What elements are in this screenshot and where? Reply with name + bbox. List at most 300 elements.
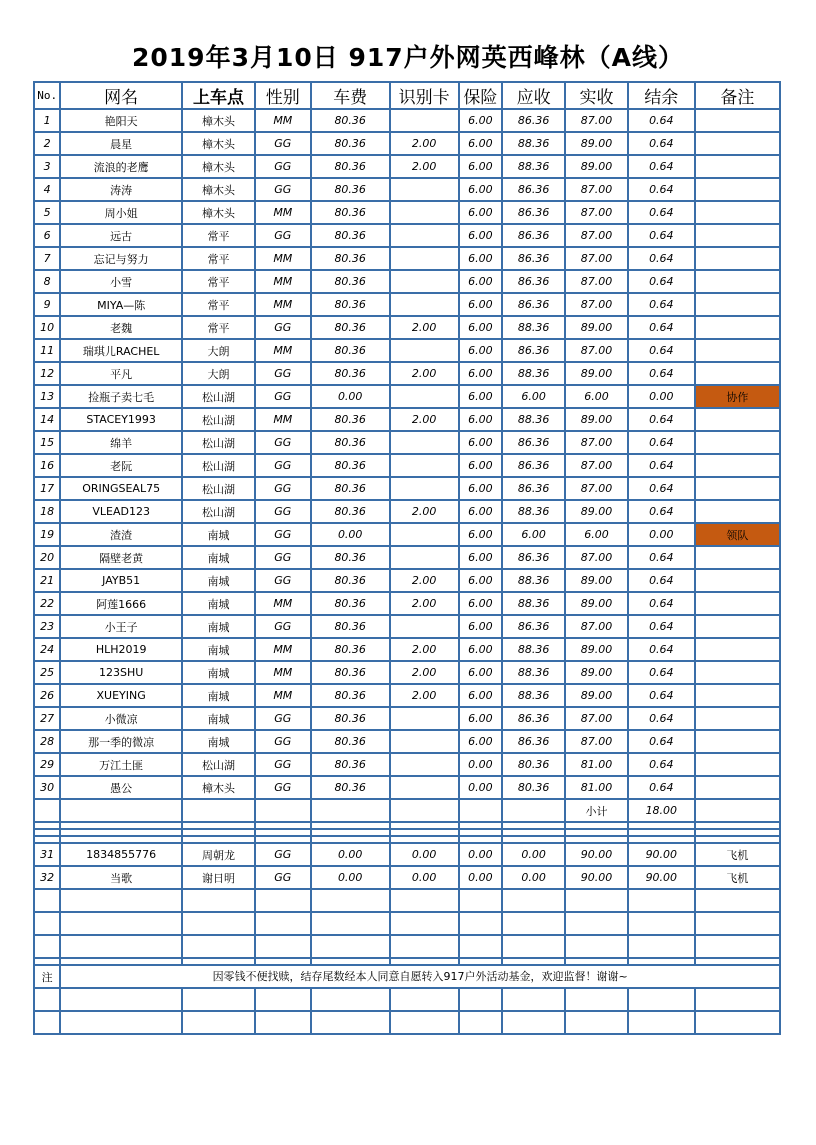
member-name-cell: 隔壁老黄 (60, 546, 182, 569)
gender-cell: GG (255, 615, 311, 638)
member-name-cell: 1834855776 (60, 843, 182, 866)
remark-cell (695, 592, 780, 615)
remark-cell (695, 454, 780, 477)
card-fee-cell (390, 477, 459, 500)
insurance-cell: 0.00 (459, 776, 503, 799)
table-row (34, 270, 780, 293)
member-name-cell: 渣渣 (60, 523, 182, 546)
card-fee-cell (390, 615, 459, 638)
balance-cell: 90.00 (628, 843, 695, 866)
insurance-cell: 0.00 (459, 866, 503, 889)
main-rows (34, 109, 780, 799)
gender-cell: GG (255, 362, 311, 385)
amount-paid-cell: 89.00 (565, 500, 628, 523)
row-number-cell: 12 (34, 362, 60, 385)
fare-cell: 80.36 (311, 753, 390, 776)
insurance-cell: 6.00 (459, 155, 503, 178)
member-name-cell: 123SHU (60, 661, 182, 684)
fare-cell: 80.36 (311, 224, 390, 247)
remark-cell (695, 431, 780, 454)
amount-due-cell: 86.36 (502, 247, 565, 270)
insurance-cell: 6.00 (459, 431, 503, 454)
table-row (34, 615, 780, 638)
row-number-cell: 28 (34, 730, 60, 753)
amount-due-cell: 86.36 (502, 477, 565, 500)
col-sex: 性别 (255, 82, 311, 109)
balance-cell: 0.64 (628, 362, 695, 385)
insurance-cell: 6.00 (459, 339, 503, 362)
table-row (34, 316, 780, 339)
member-name-cell: 当歌 (60, 866, 182, 889)
card-fee-cell (390, 385, 459, 408)
table-row (34, 500, 780, 523)
balance-cell: 0.64 (628, 753, 695, 776)
balance-cell: 0.64 (628, 408, 695, 431)
page-title: 2019年3月10日 917户外网英西峰林（A线） (131, 43, 684, 72)
amount-due-cell: 86.36 (502, 339, 565, 362)
pickup-stop-cell: 南城 (182, 707, 255, 730)
member-name-cell: ORINGSEAL75 (60, 477, 182, 500)
row-number-cell: 2 (34, 132, 60, 155)
gender-cell: GG (255, 431, 311, 454)
amount-paid-cell: 87.00 (565, 224, 628, 247)
gender-cell: MM (255, 592, 311, 615)
pickup-stop-cell: 樟木头 (182, 132, 255, 155)
balance-cell: 0.64 (628, 615, 695, 638)
card-fee-cell (390, 707, 459, 730)
fare-cell: 80.36 (311, 776, 390, 799)
gender-cell: GG (255, 866, 311, 889)
gender-cell: GG (255, 753, 311, 776)
col-fare: 车费 (311, 82, 390, 109)
row-number-cell: 11 (34, 339, 60, 362)
gender-cell: GG (255, 385, 311, 408)
member-name-cell: 瑞琪儿RACHEL (60, 339, 182, 362)
fare-cell: 80.36 (311, 707, 390, 730)
col-stop: 上车点 (182, 82, 255, 109)
fare-cell: 80.36 (311, 270, 390, 293)
note-row (34, 965, 780, 988)
fare-cell: 80.36 (311, 132, 390, 155)
gender-cell: MM (255, 684, 311, 707)
member-name-cell: 平凡 (60, 362, 182, 385)
card-fee-cell: 2.00 (390, 155, 459, 178)
balance-cell: 0.00 (628, 385, 695, 408)
pickup-stop-cell: 松山湖 (182, 408, 255, 431)
balance-cell: 0.64 (628, 592, 695, 615)
table-row (34, 707, 780, 730)
amount-due-cell: 88.36 (502, 155, 565, 178)
table-row (34, 155, 780, 178)
gender-cell: GG (255, 843, 311, 866)
balance-cell: 0.64 (628, 293, 695, 316)
gender-cell: GG (255, 316, 311, 339)
table-row (34, 247, 780, 270)
card-fee-cell: 0.00 (390, 843, 459, 866)
gender-cell: GG (255, 454, 311, 477)
subtotal-row (34, 799, 780, 822)
balance-cell: 0.64 (628, 730, 695, 753)
pickup-stop-cell: 南城 (182, 569, 255, 592)
amount-paid-cell: 87.00 (565, 454, 628, 477)
balance-cell: 0.64 (628, 477, 695, 500)
insurance-cell: 6.00 (459, 408, 503, 431)
table-row (34, 753, 780, 776)
row-number-cell: 18 (34, 500, 60, 523)
member-name-cell: 那一季的微凉 (60, 730, 182, 753)
row-number-cell: 6 (34, 224, 60, 247)
blank-row (34, 912, 780, 935)
insurance-cell: 6.00 (459, 523, 503, 546)
insurance-cell: 6.00 (459, 385, 503, 408)
gender-cell: GG (255, 730, 311, 753)
amount-paid-cell: 87.00 (565, 201, 628, 224)
amount-paid-cell: 87.00 (565, 431, 628, 454)
gender-cell: MM (255, 661, 311, 684)
header-row (34, 82, 780, 109)
row-number-cell: 19 (34, 523, 60, 546)
row-number-cell: 24 (34, 638, 60, 661)
table-row (34, 843, 780, 866)
pickup-stop-cell: 常平 (182, 293, 255, 316)
row-number-cell: 9 (34, 293, 60, 316)
member-name-cell: 绵羊 (60, 431, 182, 454)
table-row (34, 431, 780, 454)
remark-cell (695, 408, 780, 431)
amount-paid-cell: 89.00 (565, 132, 628, 155)
remark-cell (695, 661, 780, 684)
table-row (34, 592, 780, 615)
card-fee-cell: 2.00 (390, 316, 459, 339)
amount-due-cell: 88.36 (502, 569, 565, 592)
gender-cell: GG (255, 178, 311, 201)
amount-paid-cell: 89.00 (565, 661, 628, 684)
balance-cell: 0.64 (628, 270, 695, 293)
insurance-cell: 6.00 (459, 270, 503, 293)
amount-due-cell: 86.36 (502, 201, 565, 224)
blank-row (34, 1011, 780, 1034)
gender-cell: MM (255, 638, 311, 661)
gender-cell: MM (255, 270, 311, 293)
member-name-cell: 小王子 (60, 615, 182, 638)
amount-paid-cell: 6.00 (565, 385, 628, 408)
insurance-cell: 6.00 (459, 661, 503, 684)
fare-cell: 80.36 (311, 316, 390, 339)
table-row (34, 408, 780, 431)
amount-paid-cell: 89.00 (565, 408, 628, 431)
pickup-stop-cell: 松山湖 (182, 753, 255, 776)
amount-paid-cell: 81.00 (565, 776, 628, 799)
fare-cell: 0.00 (311, 866, 390, 889)
amount-due-cell: 86.36 (502, 431, 565, 454)
member-name-cell: 小微凉 (60, 707, 182, 730)
card-fee-cell (390, 431, 459, 454)
insurance-cell: 6.00 (459, 454, 503, 477)
card-fee-cell: 2.00 (390, 661, 459, 684)
amount-due-cell: 88.36 (502, 638, 565, 661)
col-balance: 结余 (628, 82, 695, 109)
card-fee-cell (390, 178, 459, 201)
table-row (34, 523, 780, 546)
amount-paid-cell: 89.00 (565, 569, 628, 592)
balance-cell: 0.64 (628, 224, 695, 247)
subtotal-value: 18.00 (628, 799, 695, 822)
amount-due-cell: 6.00 (502, 385, 565, 408)
member-name-cell: VLEAD123 (60, 500, 182, 523)
amount-due-cell: 86.36 (502, 224, 565, 247)
amount-due-cell: 86.36 (502, 293, 565, 316)
pickup-stop-cell: 樟木头 (182, 155, 255, 178)
balance-cell: 0.64 (628, 776, 695, 799)
gender-cell: MM (255, 293, 311, 316)
amount-paid-cell: 87.00 (565, 546, 628, 569)
gender-cell: MM (255, 109, 311, 132)
row-number-cell: 32 (34, 866, 60, 889)
fare-cell: 80.36 (311, 661, 390, 684)
card-fee-cell (390, 109, 459, 132)
member-name-cell: 老魏 (60, 316, 182, 339)
amount-due-cell: 88.36 (502, 316, 565, 339)
pickup-stop-cell: 樟木头 (182, 201, 255, 224)
fare-cell: 0.00 (311, 843, 390, 866)
remark-cell (695, 707, 780, 730)
amount-due-cell: 86.36 (502, 109, 565, 132)
pickup-stop-cell: 樟木头 (182, 178, 255, 201)
col-name: 网名 (60, 82, 182, 109)
insurance-cell: 6.00 (459, 707, 503, 730)
member-name-cell: XUEYING (60, 684, 182, 707)
member-name-cell: 远古 (60, 224, 182, 247)
table-row (34, 866, 780, 889)
amount-due-cell: 6.00 (502, 523, 565, 546)
table-row (34, 776, 780, 799)
member-name-cell: 万江土匪 (60, 753, 182, 776)
col-card: 识别卡 (390, 82, 459, 109)
amount-paid-cell: 87.00 (565, 707, 628, 730)
remark-cell (695, 201, 780, 224)
row-number-cell: 13 (34, 385, 60, 408)
card-fee-cell (390, 730, 459, 753)
balance-cell: 0.64 (628, 638, 695, 661)
summary-rows (34, 799, 780, 843)
member-name-cell: 艳阳天 (60, 109, 182, 132)
amount-paid-cell: 90.00 (565, 843, 628, 866)
pickup-stop-cell: 常平 (182, 270, 255, 293)
gender-cell: MM (255, 201, 311, 224)
amount-paid-cell: 87.00 (565, 339, 628, 362)
amount-paid-cell: 90.00 (565, 866, 628, 889)
amount-paid-cell: 87.00 (565, 477, 628, 500)
insurance-cell: 6.00 (459, 109, 503, 132)
insurance-cell: 6.00 (459, 615, 503, 638)
card-fee-cell (390, 293, 459, 316)
remark-cell (695, 753, 780, 776)
amount-paid-cell: 89.00 (565, 684, 628, 707)
amount-due-cell: 86.36 (502, 615, 565, 638)
gender-cell: GG (255, 707, 311, 730)
balance-cell: 0.64 (628, 546, 695, 569)
member-name-cell: 周小姐 (60, 201, 182, 224)
amount-paid-cell: 87.00 (565, 178, 628, 201)
row-number-cell: 3 (34, 155, 60, 178)
balance-cell: 0.64 (628, 431, 695, 454)
row-number-cell: 27 (34, 707, 60, 730)
amount-paid-cell: 6.00 (565, 523, 628, 546)
card-fee-cell (390, 753, 459, 776)
table-row (34, 293, 780, 316)
remark-cell (695, 247, 780, 270)
gender-cell: GG (255, 776, 311, 799)
gender-cell: GG (255, 477, 311, 500)
remark-cell (695, 224, 780, 247)
table-row (34, 730, 780, 753)
table-row (34, 477, 780, 500)
insurance-cell: 0.00 (459, 843, 503, 866)
member-name-cell: JAYB51 (60, 569, 182, 592)
amount-paid-cell: 89.00 (565, 316, 628, 339)
pickup-stop-cell: 大朗 (182, 339, 255, 362)
remark-cell (695, 477, 780, 500)
remark-cell (695, 178, 780, 201)
remark-cell (695, 730, 780, 753)
gender-cell: GG (255, 224, 311, 247)
blank-row (34, 829, 780, 836)
gender-cell: GG (255, 546, 311, 569)
table-row (34, 178, 780, 201)
col-due: 应收 (502, 82, 565, 109)
pickup-stop-cell: 常平 (182, 224, 255, 247)
col-insurance: 保险 (459, 82, 503, 109)
insurance-cell: 6.00 (459, 684, 503, 707)
balance-cell: 0.64 (628, 500, 695, 523)
pickup-stop-cell: 松山湖 (182, 500, 255, 523)
card-fee-cell: 2.00 (390, 569, 459, 592)
table-row (34, 454, 780, 477)
row-number-cell: 8 (34, 270, 60, 293)
gender-cell: GG (255, 132, 311, 155)
remark-cell (695, 293, 780, 316)
remark-cell (695, 546, 780, 569)
card-fee-cell (390, 247, 459, 270)
table-row (34, 109, 780, 132)
pickup-stop-cell: 周朝龙 (182, 843, 255, 866)
row-number-cell: 16 (34, 454, 60, 477)
row-number-cell: 17 (34, 477, 60, 500)
gender-cell: MM (255, 339, 311, 362)
pickup-stop-cell: 南城 (182, 730, 255, 753)
subtotal-label: 小计 (565, 799, 628, 822)
amount-due-cell: 88.36 (502, 661, 565, 684)
amount-paid-cell: 89.00 (565, 592, 628, 615)
fare-cell: 80.36 (311, 178, 390, 201)
remark-cell (695, 270, 780, 293)
card-fee-cell: 2.00 (390, 362, 459, 385)
row-number-cell: 10 (34, 316, 60, 339)
fare-cell: 80.36 (311, 615, 390, 638)
pickup-stop-cell: 南城 (182, 684, 255, 707)
row-number-cell: 22 (34, 592, 60, 615)
row-number-cell: 15 (34, 431, 60, 454)
card-fee-cell: 2.00 (390, 132, 459, 155)
fare-cell: 0.00 (311, 385, 390, 408)
insurance-cell: 6.00 (459, 362, 503, 385)
card-fee-cell: 2.00 (390, 592, 459, 615)
fare-cell: 80.36 (311, 477, 390, 500)
table-row (34, 201, 780, 224)
member-name-cell: 老阮 (60, 454, 182, 477)
amount-due-cell: 0.00 (502, 843, 565, 866)
pickup-stop-cell: 松山湖 (182, 477, 255, 500)
member-name-cell: 阿莲1666 (60, 592, 182, 615)
amount-due-cell: 86.36 (502, 707, 565, 730)
fare-cell: 80.36 (311, 339, 390, 362)
remark-cell (695, 316, 780, 339)
card-fee-cell (390, 224, 459, 247)
balance-cell: 0.64 (628, 454, 695, 477)
table-row (34, 569, 780, 592)
card-fee-cell (390, 270, 459, 293)
row-number-cell: 25 (34, 661, 60, 684)
amount-due-cell: 86.36 (502, 454, 565, 477)
note-text: 因零钱不便找赎，结存尾数经本人同意自愿转入917户外活动基金，欢迎监督！谢谢~ (60, 965, 780, 988)
remark-cell: 飞机 (695, 866, 780, 889)
remark-cell (695, 776, 780, 799)
balance-cell: 0.64 (628, 201, 695, 224)
insurance-cell: 6.00 (459, 546, 503, 569)
extra-rows (34, 843, 780, 889)
fare-cell: 0.00 (311, 523, 390, 546)
amount-due-cell: 86.36 (502, 270, 565, 293)
member-name-cell: 捡瓶子卖七毛 (60, 385, 182, 408)
amount-due-cell: 86.36 (502, 546, 565, 569)
insurance-cell: 6.00 (459, 247, 503, 270)
col-paid: 实收 (565, 82, 628, 109)
amount-due-cell: 0.00 (502, 866, 565, 889)
pickup-stop-cell: 樟木头 (182, 776, 255, 799)
member-name-cell: 忘记与努力 (60, 247, 182, 270)
balance-cell: 0.64 (628, 132, 695, 155)
balance-cell: 0.64 (628, 316, 695, 339)
pickup-stop-cell: 松山湖 (182, 385, 255, 408)
amount-paid-cell: 87.00 (565, 109, 628, 132)
blank-row (34, 822, 780, 829)
fare-cell: 80.36 (311, 684, 390, 707)
card-fee-cell: 2.00 (390, 408, 459, 431)
amount-due-cell: 88.36 (502, 684, 565, 707)
pickup-stop-cell: 松山湖 (182, 454, 255, 477)
amount-paid-cell: 87.00 (565, 293, 628, 316)
balance-cell: 0.64 (628, 339, 695, 362)
col-no: No. (34, 82, 60, 109)
balance-cell: 0.64 (628, 684, 695, 707)
gender-cell: MM (255, 247, 311, 270)
fare-cell: 80.36 (311, 569, 390, 592)
row-number-cell: 29 (34, 753, 60, 776)
table-row (34, 546, 780, 569)
fare-cell: 80.36 (311, 638, 390, 661)
row-number-cell: 5 (34, 201, 60, 224)
card-fee-cell (390, 201, 459, 224)
row-number-cell: 4 (34, 178, 60, 201)
insurance-cell: 6.00 (459, 224, 503, 247)
table-row (34, 661, 780, 684)
amount-due-cell: 80.36 (502, 776, 565, 799)
card-fee-cell (390, 523, 459, 546)
balance-cell: 0.00 (628, 523, 695, 546)
member-name-cell: 晨星 (60, 132, 182, 155)
balance-cell: 0.64 (628, 661, 695, 684)
remark-cell (695, 500, 780, 523)
